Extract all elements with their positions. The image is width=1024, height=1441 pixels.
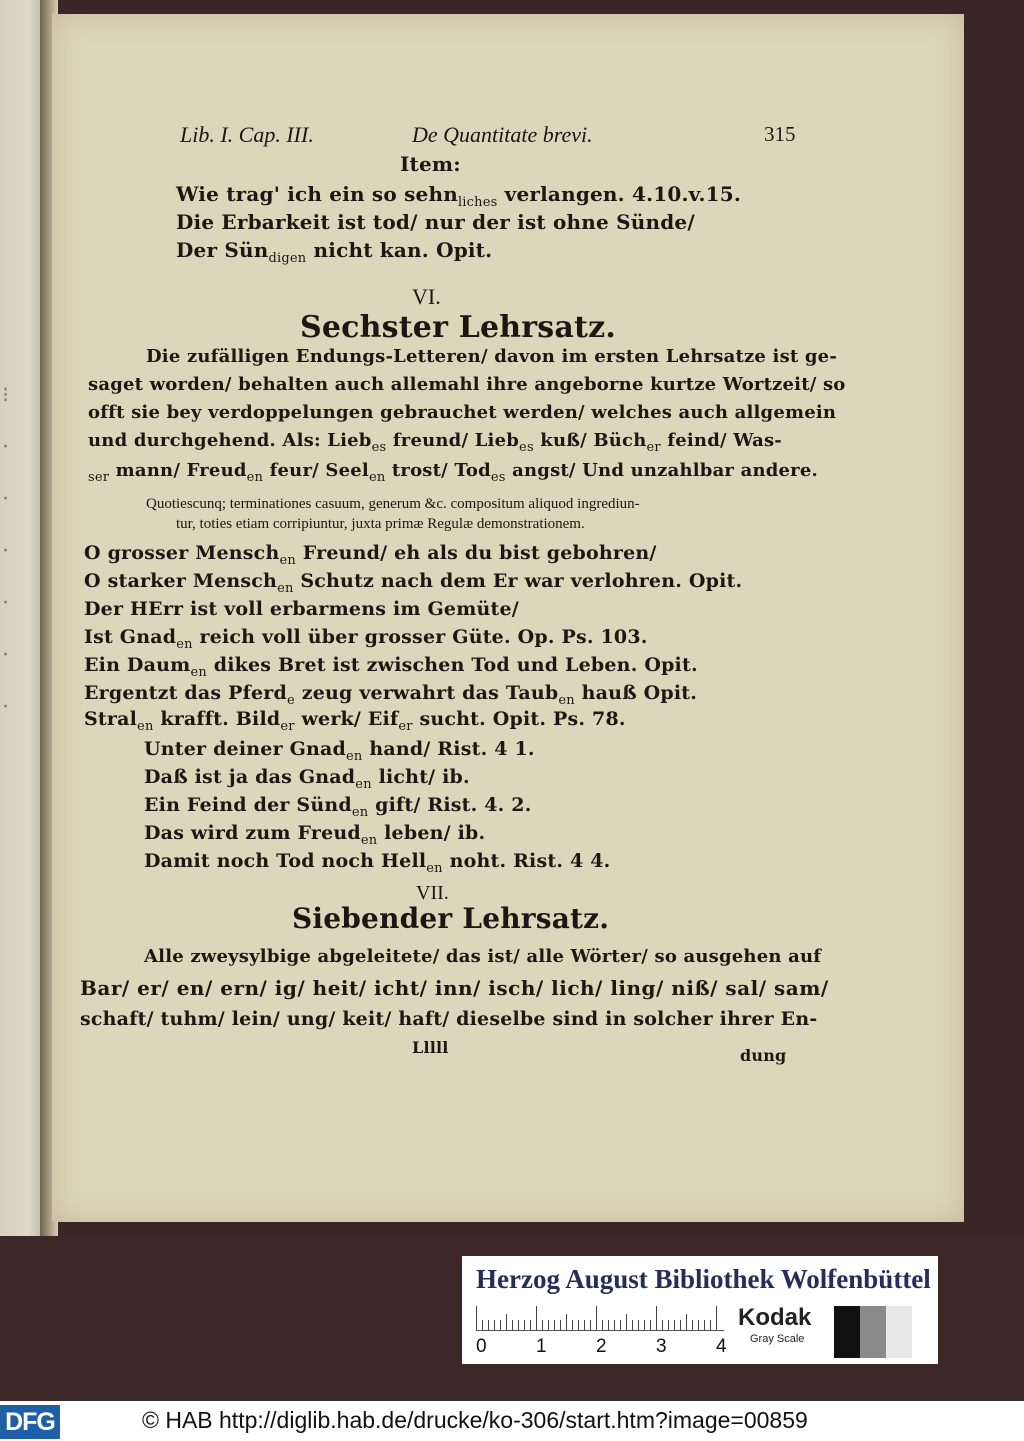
ruler-tick (590, 1320, 591, 1330)
example-line: Der HErr ist voll erbarmens im Gemüte/ (84, 598, 519, 620)
section-heading: Siebender Lehrsatz. (292, 902, 610, 935)
library-name: Herzog August Bibliothek Wolfenbüttel (476, 1264, 931, 1294)
ruler-tick (650, 1320, 651, 1330)
latin-line: Quotiescunq; terminationes casuum, generum &c. compositum aliquod ingrediun- (146, 496, 640, 512)
verse-line: Der Sün$_{digen}$ nicht kan. Opit. (176, 238, 493, 266)
section-numeral: VI. (412, 284, 441, 309)
ruler-number: 0 (476, 1336, 487, 1357)
ruler-tick (530, 1320, 531, 1330)
catchword: dung (740, 1046, 787, 1065)
rule-text-line: und durchgehend. Als: Lieb$_{es}$ freund/ Lieb$_{es}$ kuß/ Büch$_{er}$ feind/ Was- (88, 430, 782, 455)
example-line: O grosser Mensch$_{en}$ Freund/ eh als du bist gebohren/ (84, 542, 657, 568)
latin-line: tur, toties etiam corripiuntur, juxta primæ Regulæ demonstrationem. (176, 516, 585, 532)
rist-example-line: Das wird zum Freud$_{en}$ leben/ ib. (144, 822, 486, 848)
ruler-tick (662, 1320, 663, 1330)
ruler-tick (674, 1320, 675, 1330)
ruler-tick (638, 1320, 639, 1330)
rule-text-line: Alle zweysylbige abgeleitete/ das ist/ alle Wörter/ so ausgehen auf (144, 946, 822, 967)
ruler-tick (494, 1320, 495, 1330)
rule-text-line: $_{ser}$ mann/ Freud$_{en}$ feur/ Seel$_{en}$ trost/ Tod$_{es}$ angst/ Und unzahlbar andere. (88, 460, 818, 485)
ruler-tick (686, 1314, 687, 1330)
ruler-tick (620, 1320, 621, 1330)
ruler-tick (644, 1320, 645, 1330)
ruler-tick (704, 1320, 705, 1330)
verse-line: Die Erbarkeit ist tod/ nur der ist ohne Sünde/ (176, 210, 695, 234)
previous-page-bleed: ⁝ · · · · · · (2, 383, 9, 720)
rule-text-line: Die zufälligen Endungs-Letteren/ davon im ersten Lehrsatze ist ge- (146, 346, 837, 367)
rule-text-line: offt sie bey verdoppelungen gebrauchet werden/ welches auch allgemein (88, 402, 837, 423)
section-numeral: VII. (416, 882, 449, 904)
ruler-tick (716, 1306, 717, 1330)
example-line: Ein Daum$_{en}$ dikes Bret ist zwischen Tod und Leben. Opit. (84, 654, 698, 680)
ruler-labels (472, 1336, 732, 1360)
ruler-tick (524, 1320, 525, 1330)
ruler-tick (584, 1320, 585, 1330)
verse-line: Item: (400, 152, 461, 176)
ruler-number: 1 (536, 1336, 547, 1357)
rist-example-line: Unter deiner Gnad$_{en}$ hand/ Rist. 4 1. (144, 738, 535, 764)
page-number: 315 (764, 122, 796, 146)
kodak-subtitle: Gray Scale (750, 1333, 805, 1345)
ruler-tick (476, 1306, 477, 1330)
example-line: Ergentzt das Pferd$_e$ zeug verwahrt das Taub$_{en}$ hauß Opit. (84, 682, 698, 708)
ruler-number: 4 (716, 1336, 727, 1357)
ruler-tick (572, 1320, 573, 1330)
example-line: Ist Gnad$_{en}$ reich voll über grosser Güte. Op. Ps. 103. (84, 626, 648, 652)
signature-mark: Lllll (412, 1038, 449, 1057)
rule-text-line: saget worden/ behalten auch allemahl ihre angeborne kurtze Wortzeit/ so (88, 374, 846, 395)
ruler-tick (548, 1320, 549, 1330)
rist-example-line: Damit noch Tod noch Hell$_{en}$ noht. Rist. 4 4. (144, 850, 611, 876)
footer-bar (0, 1401, 1024, 1441)
ruler-tick (578, 1320, 579, 1330)
ruler-tick (488, 1320, 489, 1330)
ruler-tick (692, 1320, 693, 1330)
rule-text-line: schaft/ tuhm/ lein/ ung/ keit/ haft/ dieselbe sind in solcher ihrer En- (80, 1008, 818, 1030)
example-line: O starker Mensch$_{en}$ Schutz nach dem Er war verlohren. Opit. (84, 570, 743, 596)
ruler-tick (614, 1320, 615, 1330)
ruler-tick (506, 1314, 507, 1330)
scale-ruler (476, 1304, 724, 1331)
running-head-left: Lib. I. Cap. III. (180, 122, 314, 147)
rist-example-line: Ein Feind der Sünd$_{en}$ gift/ Rist. 4. 2. (144, 794, 532, 820)
ruler-tick (512, 1320, 513, 1330)
ruler-tick (500, 1320, 501, 1330)
ruler-tick (536, 1306, 537, 1330)
dfg-logo: DFG (0, 1405, 60, 1439)
verse-line: Wie trag' ich ein so sehn$_{liches}$ verlangen. 4.10.v.15. (176, 182, 742, 210)
gray-swatch-mid (860, 1306, 886, 1358)
ruler-tick (518, 1320, 519, 1330)
ruler-tick (608, 1320, 609, 1330)
ruler-tick (656, 1306, 657, 1330)
ruler-tick (680, 1320, 681, 1330)
ruler-tick (482, 1320, 483, 1330)
ruler-number: 3 (656, 1336, 667, 1357)
ruler-tick (560, 1320, 561, 1330)
example-line: Stral$_{en}$ krafft. Bild$_{er}$ werk/ Eif$_{er}$ sucht. Opit. Ps. 78. (84, 708, 626, 734)
section-heading: Sechster Lehrsatz. (300, 310, 616, 345)
library-color-card (462, 1256, 938, 1364)
ruler-tick (668, 1320, 669, 1330)
ruler-tick (542, 1320, 543, 1330)
ruler-tick (596, 1306, 597, 1330)
ruler-tick (710, 1320, 711, 1330)
running-head-center: De Quantitate brevi. (412, 122, 593, 147)
ruler-tick (698, 1320, 699, 1330)
ruler-tick (602, 1320, 603, 1330)
rule-text-line: Bar/ er/ en/ ern/ ig/ heit/ icht/ inn/ isch/ lich/ ling/ niß/ sal/ sam/ (80, 976, 829, 1000)
ruler-tick (626, 1314, 627, 1330)
gray-swatch-black (834, 1306, 860, 1358)
rist-example-line: Daß ist ja das Gnad$_{en}$ licht/ ib. (144, 766, 470, 792)
ruler-tick (566, 1314, 567, 1330)
ruler-tick (632, 1320, 633, 1330)
kodak-logo: Kodak (738, 1304, 812, 1331)
ruler-tick (554, 1320, 555, 1330)
copyright-url[interactable]: © HAB http://diglib.hab.de/drucke/ko-306/start.htm?image=00859 (142, 1407, 808, 1433)
ruler-number: 2 (596, 1336, 607, 1357)
gray-swatch-light (886, 1306, 912, 1358)
